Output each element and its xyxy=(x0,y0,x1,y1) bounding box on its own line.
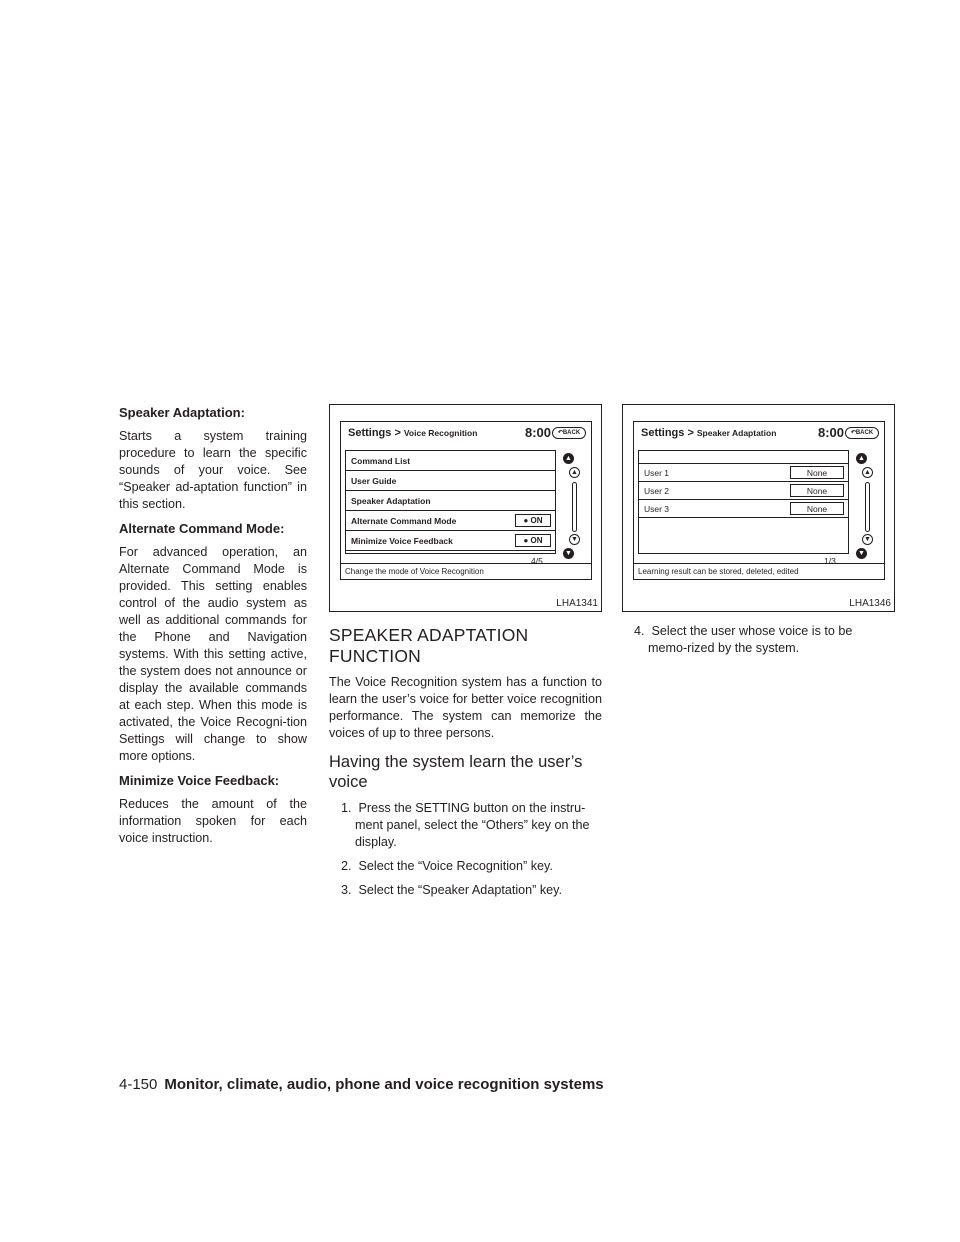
page-indicator: 4/5 xyxy=(531,556,543,566)
section-intro: The Voice Recognition system has a function to learn the user’s voice for better voice recognition performance. The system can memorize the voices of up to three persons. xyxy=(329,675,602,740)
voice-recognition-figure xyxy=(329,404,602,612)
user-2-row[interactable] xyxy=(639,482,848,500)
none-button[interactable]: None xyxy=(790,466,844,479)
panel-top-row xyxy=(639,451,848,464)
screen-footer: Learning result can be stored, deleted, edited xyxy=(634,563,884,579)
menu-item-command-list[interactable]: Command List xyxy=(346,451,555,471)
menu-item-user-guide[interactable]: User Guide xyxy=(346,471,555,491)
speaker-adaptation-figure xyxy=(622,404,895,612)
scroll-down-icon[interactable]: ▼ xyxy=(569,534,580,545)
middle-column xyxy=(329,404,602,906)
on-toggle[interactable]: ● ON xyxy=(515,514,551,527)
user-label: User 2 xyxy=(644,486,670,496)
menu-item-label: Minimize Voice Feedback xyxy=(351,536,453,546)
scrollbar[interactable] xyxy=(572,482,577,532)
scroll-up-icon[interactable]: ▲ xyxy=(569,467,580,478)
menu-item-minimize-voice-feedback[interactable] xyxy=(346,531,555,551)
screen-title: Settings > xyxy=(348,427,401,439)
speaker-adaptation-screen xyxy=(633,421,885,580)
screen-subtitle: Voice Recognition xyxy=(403,428,478,438)
clock: 8:00 xyxy=(524,425,551,440)
step-1: 1. Press the SETTING button on the instru-ment panel, select the “Others” key on the display. xyxy=(341,801,590,849)
scroll-up-icon[interactable]: ▲ xyxy=(862,467,873,478)
speaker-adaptation-text: Starts a system training procedure to learn the specific sounds of your voice. See “Speaker ad-aptation function” in this section. xyxy=(119,429,307,511)
step-3: 3. Select the “Speaker Adaptation” key. xyxy=(341,883,562,897)
user-3-row[interactable] xyxy=(639,500,848,518)
back-button[interactable]: ↶BACK xyxy=(845,427,879,439)
left-column xyxy=(119,404,307,854)
alternate-command-heading: Alternate Command Mode: xyxy=(119,521,285,536)
chapter-title: Monitor, climate, audio, phone and voice recognition systems xyxy=(164,1076,604,1093)
scroll-bottom-icon[interactable]: ▼ xyxy=(563,548,574,559)
scroll-bottom-icon[interactable]: ▼ xyxy=(856,548,867,559)
step-4: 4. Select the user whose voice is to be memo-rized by the system. xyxy=(634,624,853,655)
scrollbar[interactable] xyxy=(865,482,870,532)
scroll-top-icon[interactable]: ▲ xyxy=(563,453,574,464)
section-heading: SPEAKER ADAPTATION FUNCTION xyxy=(329,625,529,666)
none-button[interactable]: None xyxy=(790,502,844,515)
user-panel xyxy=(638,450,849,554)
page-footer xyxy=(119,1076,604,1093)
screen-footer: Change the mode of Voice Recognition xyxy=(341,563,591,579)
on-toggle[interactable]: ● ON xyxy=(515,534,551,547)
menu-item-label: Alternate Command Mode xyxy=(351,516,457,526)
back-button[interactable]: ↶BACK xyxy=(552,427,586,439)
user-label: User 1 xyxy=(644,468,670,478)
screen-title: Settings > xyxy=(641,427,694,439)
minimize-feedback-text: Reduces the amount of the information spoken for each voice instruction. xyxy=(119,797,307,845)
speaker-adaptation-heading: Speaker Adaptation: xyxy=(119,405,245,420)
figure-id: LHA1341 xyxy=(556,598,598,609)
screen-header xyxy=(641,427,776,439)
menu-item-alternate-command-mode[interactable] xyxy=(346,511,555,531)
figure-id: LHA1346 xyxy=(849,598,891,609)
voice-recognition-screen xyxy=(340,421,592,580)
right-column xyxy=(622,404,895,664)
screen-subtitle: Speaker Adaptation xyxy=(696,428,777,438)
step-2: 2. Select the “Voice Recognition” key. xyxy=(341,859,553,873)
clock: 8:00 xyxy=(817,425,844,440)
user-1-row[interactable] xyxy=(639,464,848,482)
none-button[interactable]: None xyxy=(790,484,844,497)
menu-item-speaker-adaptation[interactable]: Speaker Adaptation xyxy=(346,491,555,511)
page-number: 4-150 xyxy=(119,1076,158,1093)
menu-panel xyxy=(345,450,556,554)
alternate-command-text: For advanced operation, an Alternate Command Mode is provided. This setting enables control of the audio system as well as additional commands for the Phone and Navigation systems. With this setting active, the system does not announce or display the available commands at each step. When this mode is activated, the Voice Recogni-tion Settings will change to show more options. xyxy=(119,545,307,763)
user-label: User 3 xyxy=(644,504,670,514)
screen-header xyxy=(348,427,477,439)
subsection-heading: Having the system learn the user’s voice xyxy=(329,753,583,791)
scroll-top-icon[interactable]: ▲ xyxy=(856,453,867,464)
scroll-down-icon[interactable]: ▼ xyxy=(862,534,873,545)
page-indicator: 1/3 xyxy=(824,556,836,566)
minimize-feedback-heading: Minimize Voice Feedback: xyxy=(119,773,280,788)
